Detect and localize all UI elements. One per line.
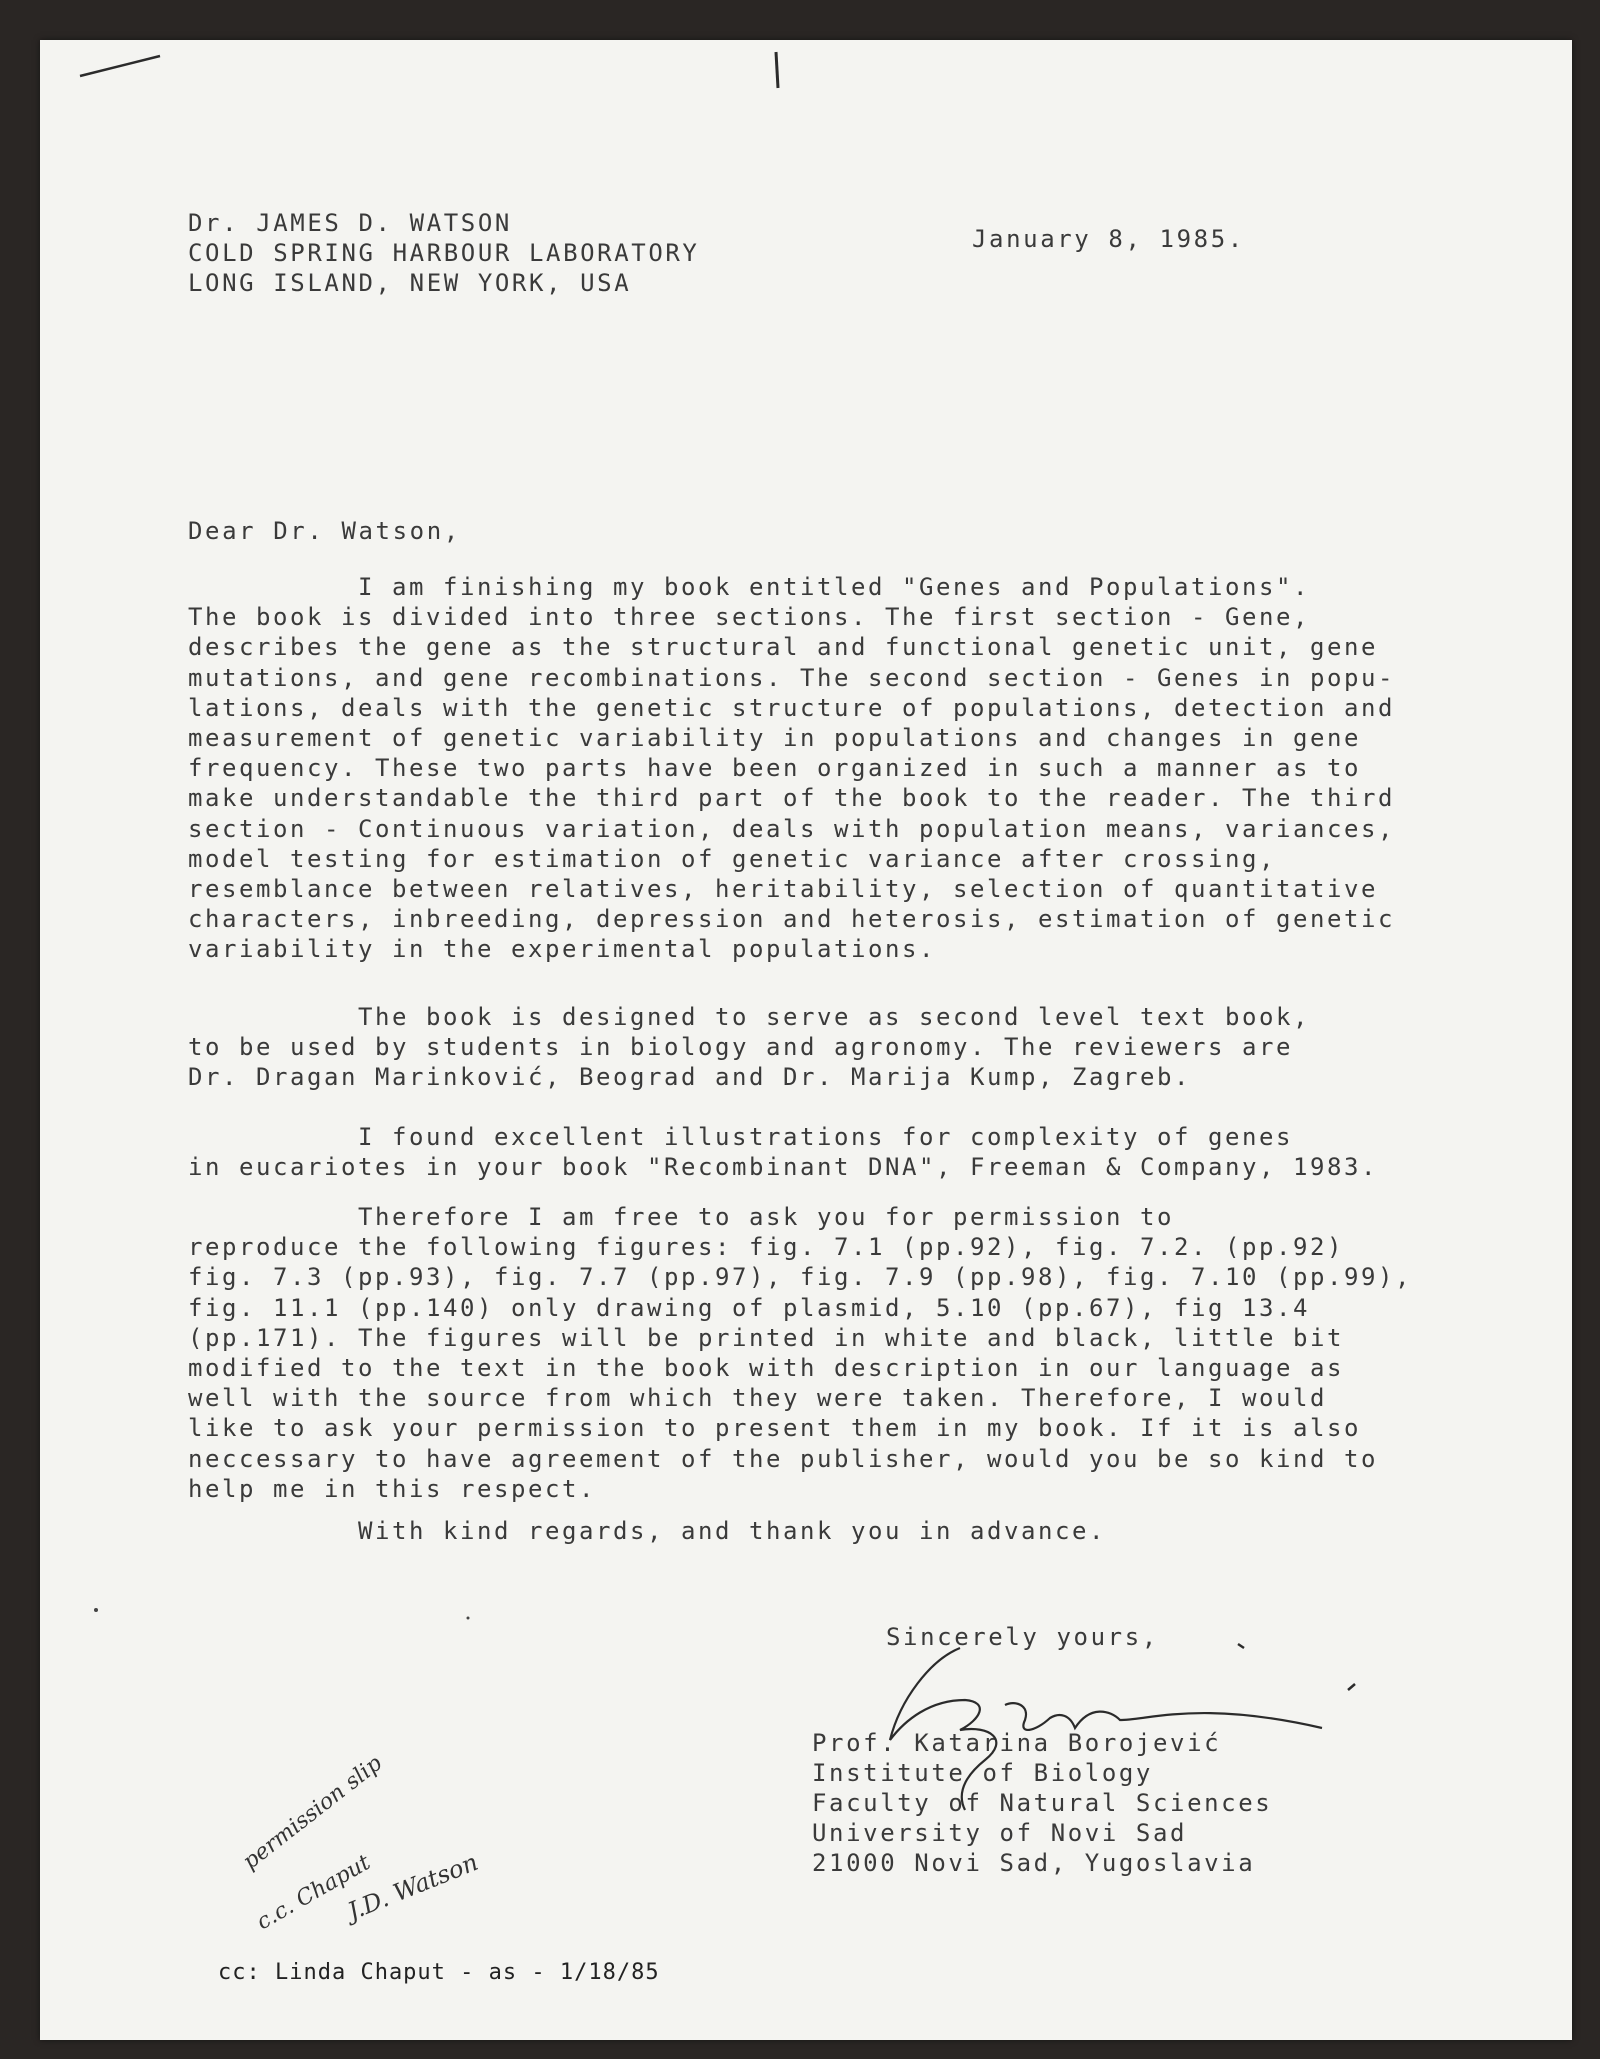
letter-date: January 8, 1985. (972, 225, 1245, 253)
text-line: like to ask your permission to present them in my book. If it is also (188, 1414, 1361, 1443)
handwritten-note-initials: J.D. Watson (343, 1847, 483, 1926)
text-line: model testing for estimation of genetic variance after crossing, (188, 844, 1276, 873)
handwritten-signature (890, 1648, 1322, 1810)
text-line: modified to the text in the book with description in our language as (188, 1353, 1344, 1382)
signer-university: University of Novi Sad (812, 1819, 1188, 1847)
text-line: make understandable the third part of the book to the reader. The third (188, 784, 1395, 813)
text-line: reproduce the following figures: fig. 7.1 (pp.92), fig. 7.2. (pp.92) (188, 1233, 1344, 1262)
salutation: Dear Dr. Watson, (188, 517, 461, 545)
text-line: Dr. Dragan Marinković, Beograd and Dr. Marija Kump, Zagreb. (188, 1063, 1191, 1092)
text-line: to be used by students in biology and agronomy. The reviewers are (188, 1033, 1293, 1062)
handwritten-note: c.c. Chaput (252, 1850, 375, 1936)
text-line: fig. 7.3 (pp.93), fig. 7.7 (pp.97), fig. 7.9 (pp.98), fig. 7.10 (pp.99), (188, 1263, 1412, 1292)
text-line: well with the source from which they were taken. Therefore, I would (188, 1384, 1327, 1413)
text-line: variability in the experimental populations. (188, 935, 936, 964)
text-line: The book is divided into three sections. The first section - Gene, (188, 603, 1310, 632)
text-line: I found excellent illustrations for complexity of genes (188, 1123, 1293, 1151)
stray-pen-mark (80, 56, 160, 76)
recipient-line: LONG ISLAND, NEW YORK, USA (188, 269, 632, 297)
text-line: I am finishing my book entitled "Genes and Populations". (188, 573, 1310, 601)
stray-pen-mark (1348, 1684, 1355, 1690)
handwritten-note: permission slip (238, 1750, 387, 1875)
signer-faculty: Faculty of Natural Sciences (812, 1789, 1273, 1817)
text-line: resemblance between relatives, heritability, selection of quantitative (188, 874, 1378, 903)
text-line: Therefore I am free to ask you for permission to (188, 1203, 1174, 1231)
text-line: fig. 11.1 (pp.140) only drawing of plasmid, 5.10 (pp.67), fig 13.4 (188, 1293, 1310, 1322)
stray-dot (94, 1608, 98, 1612)
text-line: characters, inbreeding, depression and heterosis, estimation of genetic (188, 905, 1395, 934)
text-line: mutations, and gene recombinations. The second section - Genes in popu- (188, 663, 1395, 692)
text-line: help me in this respect. (188, 1474, 596, 1503)
text-line: neccessary to have agreement of the publisher, would you be so kind to (188, 1444, 1378, 1473)
cc-note: cc: Linda Chaput - as - 1/18/85 (218, 1960, 660, 1985)
stray-pen-mark (776, 52, 778, 88)
signer-address: 21000 Novi Sad, Yugoslavia (812, 1849, 1256, 1877)
text-line: (pp.171). The figures will be printed in white and black, little bit (188, 1323, 1344, 1352)
text-line: section - Continuous variation, deals with population means, variances, (188, 814, 1395, 843)
text-line: describes the gene as the structural and functional genetic unit, gene (188, 633, 1378, 662)
text-line: lations, deals with the genetic structure of populations, detection and (188, 693, 1395, 722)
signer-institute: Institute of Biology (812, 1759, 1153, 1787)
closing: Sincerely yours, (886, 1623, 1159, 1651)
text-line: measurement of genetic variability in populations and changes in gene (188, 723, 1361, 752)
text-line: in eucariotes in your book "Recombinant DNA", Freeman & Company, 1983. (188, 1153, 1378, 1182)
stray-pen-mark (1238, 1644, 1244, 1648)
recipient-line: COLD SPRING HARBOUR LABORATORY (188, 239, 700, 267)
text-line: With kind regards, and thank you in advance. (188, 1517, 1106, 1545)
signer-name: Prof. Katarina Borojević (812, 1729, 1222, 1757)
recipient-line: Dr. JAMES D. WATSON (188, 209, 512, 237)
text-line: The book is designed to serve as second level text book, (188, 1003, 1310, 1031)
text-line: frequency. These two parts have been organized in such a manner as to (188, 754, 1361, 783)
stray-dot (467, 1617, 470, 1620)
